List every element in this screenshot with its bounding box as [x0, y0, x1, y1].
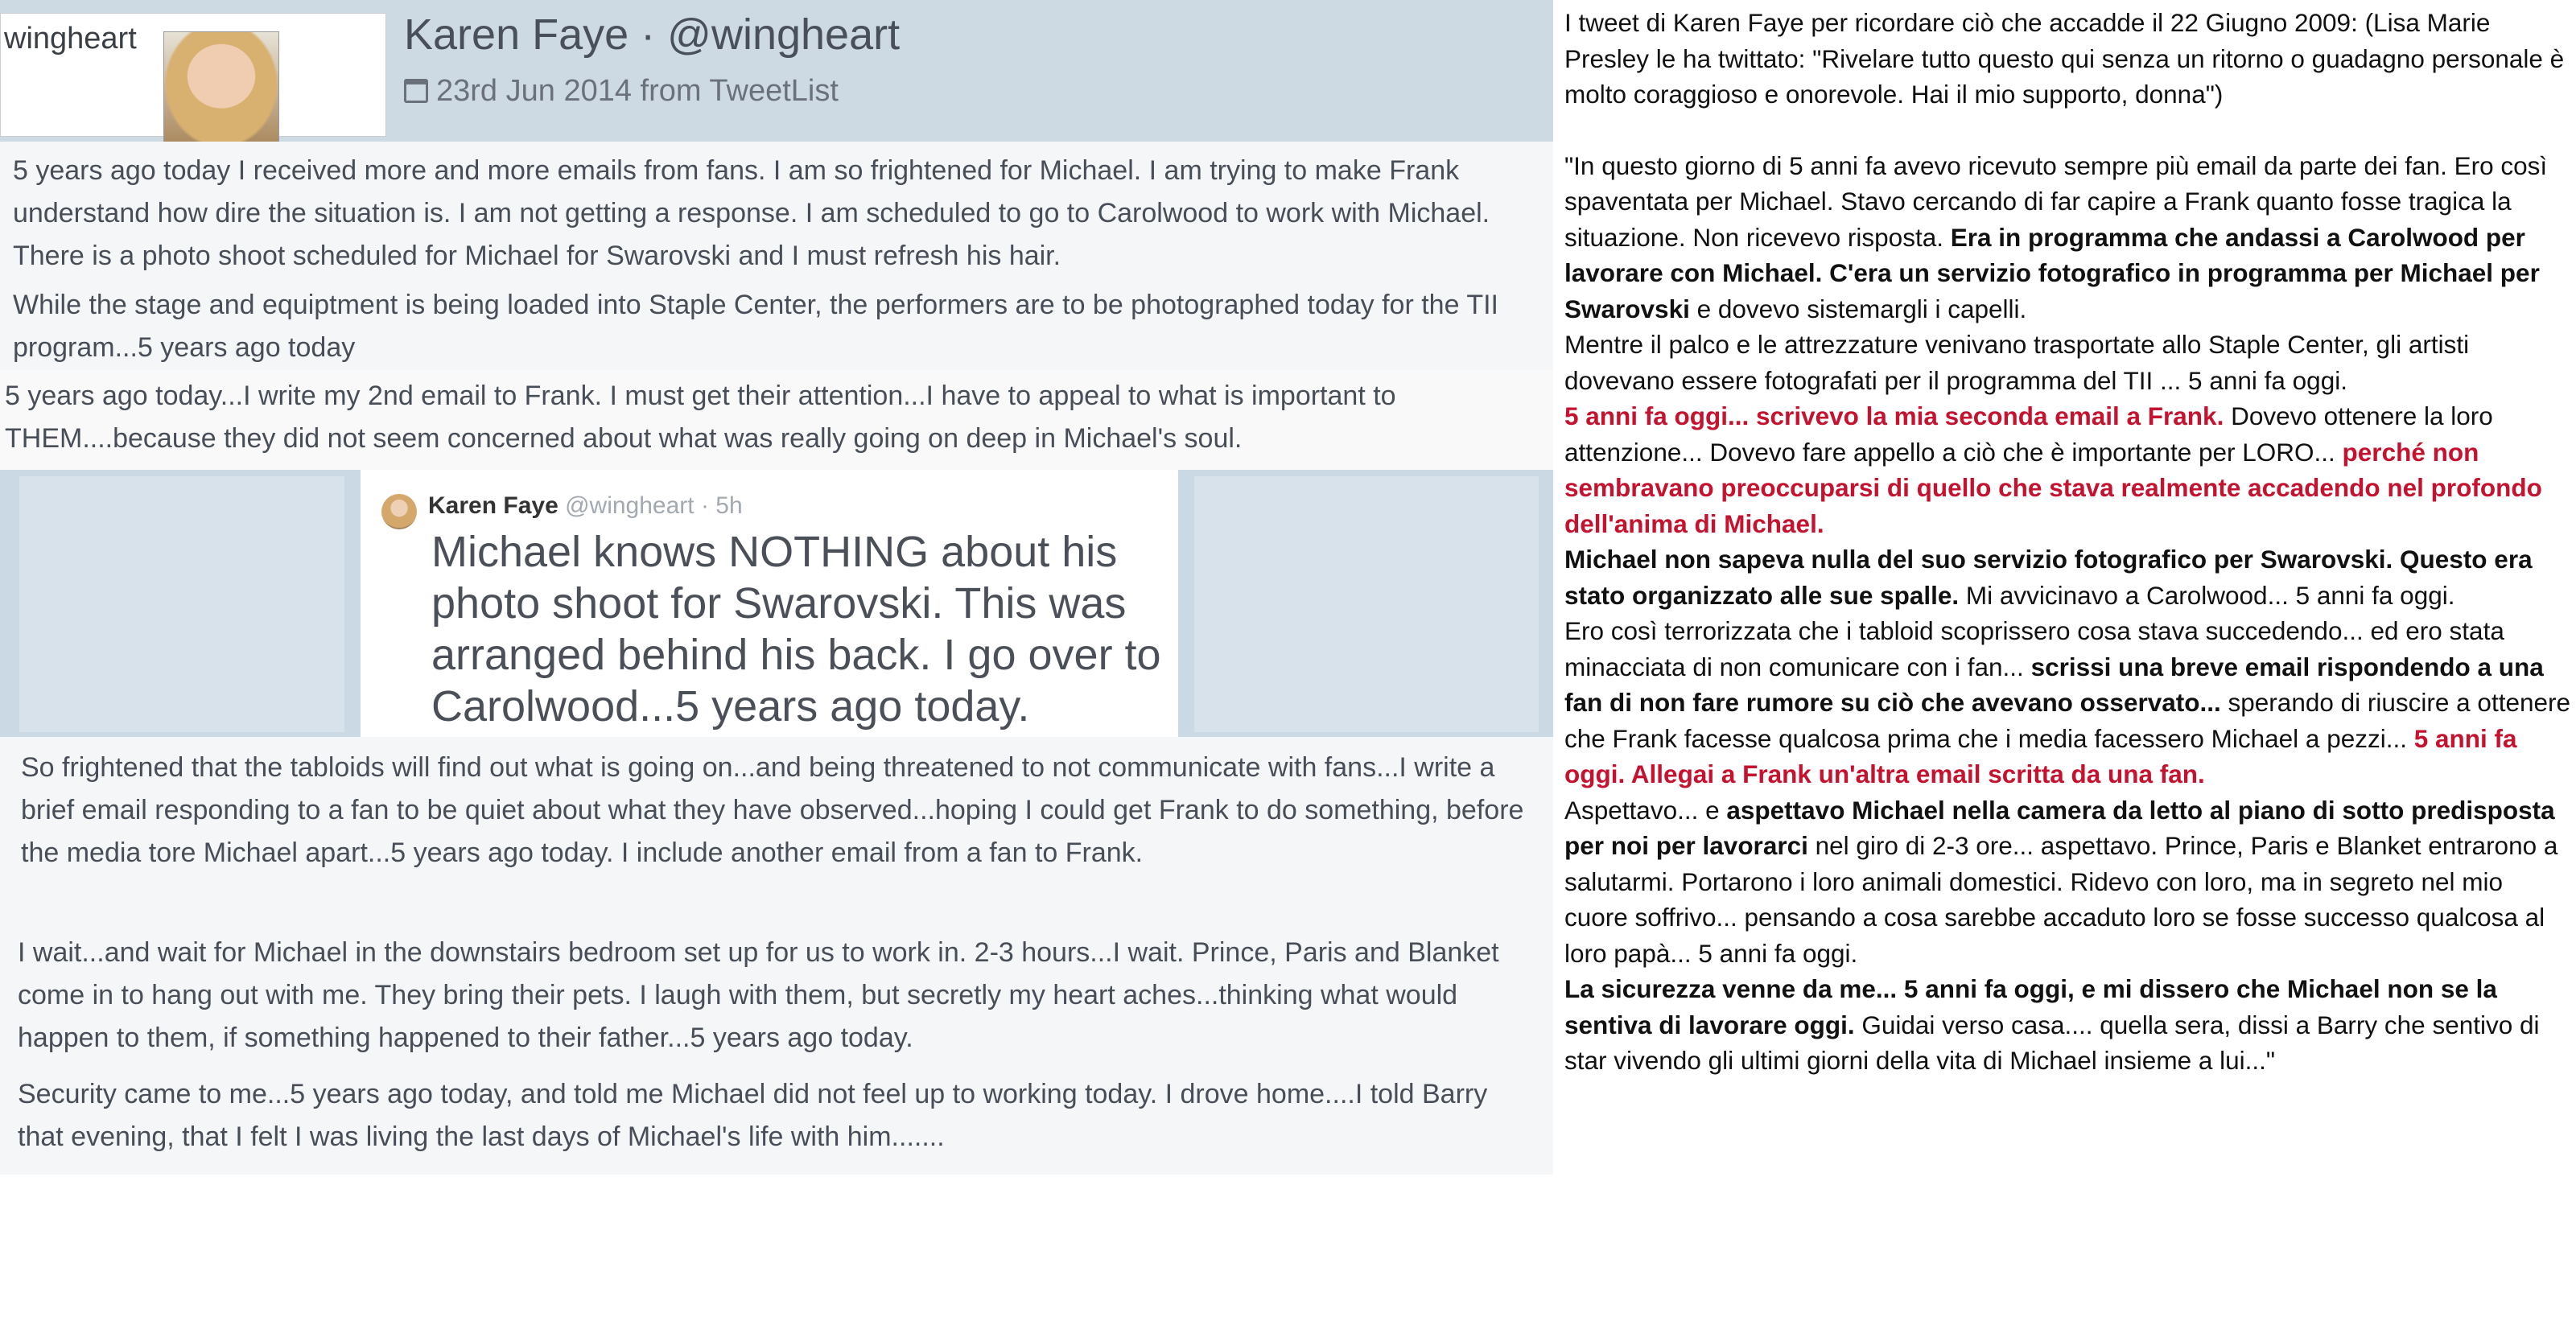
embedded-tweet-area — [0, 470, 1553, 737]
tweet-block-2 — [0, 370, 1553, 470]
tweet-text: 5 years ago today I received more and more emails from fans. I am so frightened for Michael. I am trying to make Frank understand how dire the situation is. I am not getting a response. I am scheduled to go to Carolwood to work with Michael. There is a photo shoot scheduled for Michael for Swarovski and I must refresh his hair. — [13, 155, 1490, 271]
paragraph-4: Michael non sapeva nulla del suo servizio fotografico per Swarovski. Questo era stato organizzato alle sue spalle. Mi avvicinavo a Carolwood... 5 anni fa oggi. — [1564, 545, 2533, 610]
paragraph-3: 5 anni fa oggi... scrivevo la mia seconda email a Frank. Dovevo ottenere la loro attenzione... Dovevo fare appello a ciò che è importante per LORO... perché non sembravano preoccuparsi di quello che stava realmente accadendo nel profondo dell'anima di Michael. — [1564, 401, 2542, 538]
paragraph-6: Aspettavo... e aspettavo Michael nella camera da letto al piano di sotto predisposta per noi per lavorarci nel giro di 2-3 ore... aspettavo. Prince, Paris e Blanket entrarono a salutarmi. Portarono i loro animali domestici. Ridevo con loro, ma in segreto nel mio cuore soffrivo... pensando a cosa sarebbe accaduto loro se fosse successo qualcosa al loro papà... 5 anni fa oggi. — [1564, 795, 2558, 968]
tweet-author — [428, 492, 743, 520]
profile-header — [0, 0, 1553, 142]
tweet-block-1 — [0, 142, 1553, 370]
date-line — [404, 74, 839, 109]
tweet-text: I wait...and wait for Michael in the downstairs bedroom set up for us to work in. 2-3 hours...I wait. Prince, Paris and Blanket come in to hang out with me. They bring their pets. I laugh with them, but secretly my heart aches...thinking what would happen to them, if something happened to their father...5 years ago today. — [18, 937, 1499, 1053]
intro-paragraph: I tweet di Karen Faye per ricordare ciò che accadde il 22 Giugno 2009: (Lisa Marie Presley le ha twittato: "Rivelare tutto questo qui senza un ritorno o guadagno personale è molto coraggioso e onorevole. Hai il mio supporto, donna") — [1564, 8, 2565, 109]
avatar — [163, 31, 279, 149]
tweet-block-4 — [0, 916, 1553, 1062]
paragraph-5: Ero così terrorizzata che i tabloid scoprissero cosa stava succedendo... ed ero stata minacciata di non comunicare con i fan... scrissi una breve email rispondendo a una fan di non fare rumore su ciò che avevano osservato... sperando di riuscire a ottenere che Frank facesse qualcosa prima che i media facessero Michael a pezzi... 5 anni fa oggi. Allegai a Frank un'altra email scritta da una fan. — [1564, 616, 2571, 788]
user-card — [0, 13, 386, 137]
tweet-avatar — [381, 494, 417, 529]
paragraph-2: Mentre il palco e le attrezzature venivano trasportate allo Staple Center, gli artisti dovevano essere fotografati per il programma del TII ... 5 anni fa oggi. — [1564, 330, 2470, 395]
tweet-text: So frightened that the tabloids will find out what is going on...and being threatened to not communicate with fans...I write a brief email responding to a fan to be quiet about what they have observed...hoping I could get Frank to do something, before the media tore Michael apart...5 years ago today. I include another email from a fan to Frank. — [21, 752, 1524, 868]
tweet-text: Security came to me...5 years ago today, and told me Michael did not feel up to working today. I drove home....I told Barry that evening, that I felt I was living the last days of Michael's life with him....... — [18, 1079, 1488, 1152]
tweet-body: Michael knows NOTHING about his photo shoot for Swarovski. This was arranged behind his back. I go over to Carolwood...5 years ago today. — [431, 528, 1161, 730]
tweet-text: While the stage and equiptment is being loaded into Staple Center, the performers are to be photographed today for the TII program...5 years ago today — [13, 290, 1498, 363]
italian-translation — [1564, 5, 2570, 1079]
tweet-block-3 — [0, 737, 1553, 916]
paragraph-1: "In questo giorno di 5 anni fa avevo ricevuto sempre più email da parte dei fan. Ero così spaventata per Michael. Stavo cercando di far capire a Frank quanto fosse tragica la situazione. Non ricevevo risposta. Era in programma che andassi a Carolwood per lavorare con Michael. C'era un servizio fotografico in programma per Michael per Swarovski e dovevo sistemargli i capelli. — [1564, 150, 2548, 323]
tweet-author-name: Karen Faye — [428, 492, 558, 519]
tweet-block-5 — [0, 1062, 1553, 1175]
calendar-icon — [404, 79, 428, 103]
tweet-handle: @wingheart · 5h — [558, 492, 743, 519]
display-name: Karen Faye · @wingheart — [404, 10, 901, 59]
tweet-text: 5 years ago today...I write my 2nd email to Frank. I must get their attention...I have to appeal to what is important to THEM....because they did not seem concerned about what was really going on deep in Michael's soul. — [5, 381, 1396, 454]
embedded-tweet — [361, 470, 1178, 737]
date-text: 23rd Jun 2014 from TweetList — [436, 74, 839, 108]
username-label: wingheart — [4, 22, 137, 56]
paragraph-7: La sicurezza venne da me... 5 anni fa oggi, e mi dissero che Michael non se la sentiva di lavorare oggi. Guidai verso casa.... quella sera, dissi a Barry che sentivo di star vivendo gli ultimi giorni della vita di Michael insieme a lui..." — [1564, 974, 2540, 1075]
